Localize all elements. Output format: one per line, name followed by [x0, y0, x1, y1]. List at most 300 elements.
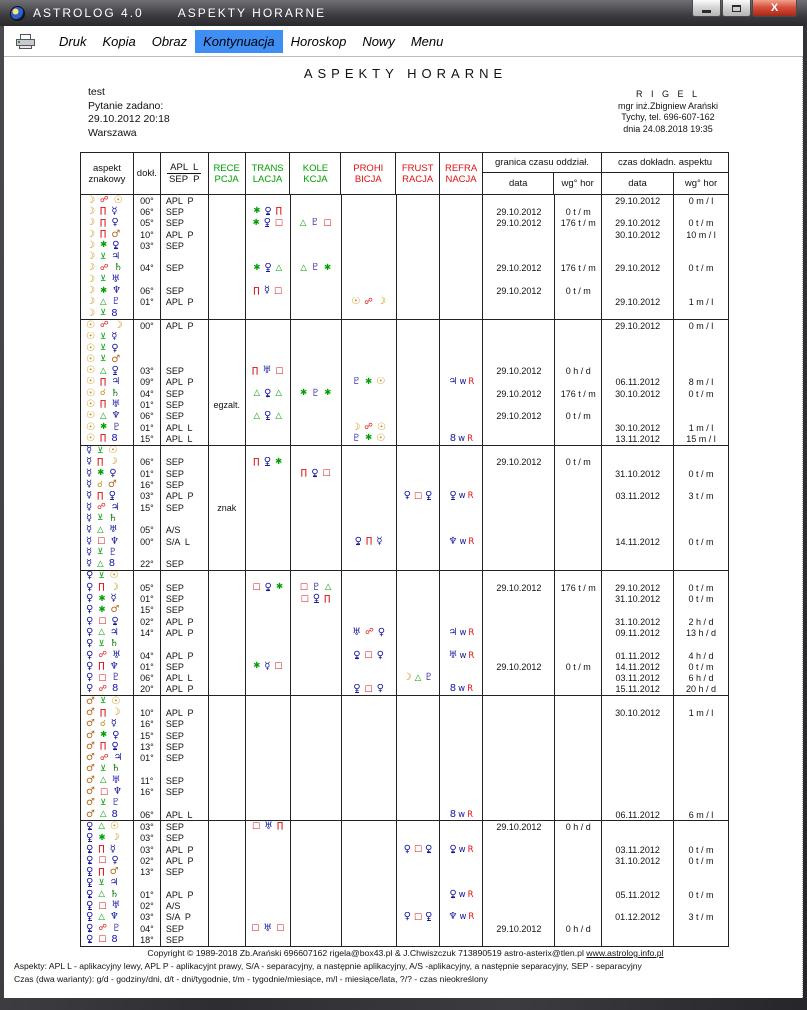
frustracja-symbols — [397, 855, 441, 866]
moon-glyph: ☽ — [86, 195, 95, 206]
aspect-phase: SEP — [161, 468, 209, 479]
recepcja-note — [209, 547, 246, 558]
translacja-symbols — [246, 457, 291, 468]
menu-item-kopia[interactable]: Kopia — [102, 33, 136, 49]
aspect-orb: 06° — [134, 809, 161, 820]
frustracja-symbols — [397, 491, 441, 502]
recepcja-note — [209, 821, 246, 832]
refranacja-symbols — [440, 195, 483, 206]
czas-wg-hor — [674, 719, 728, 730]
prohibicja-symbols — [342, 650, 397, 661]
aspect-phase: APL P — [161, 297, 209, 308]
print-icon[interactable] — [16, 34, 35, 49]
menu-item-nowy[interactable]: Nowy — [362, 33, 395, 49]
sextile-glyph: ✱ — [99, 240, 108, 251]
aspect-symbols — [81, 206, 134, 217]
title-bar — [0, 0, 807, 26]
granica-wg-hor — [555, 343, 602, 354]
aspect-orb: 06° — [134, 206, 161, 217]
sun-glyph: ☉ — [86, 376, 95, 388]
quincunx-glyph: ∏ — [253, 285, 260, 296]
aspect-row — [81, 900, 728, 911]
recepcja-note — [209, 730, 246, 741]
opposition-glyph: ☍ — [99, 262, 109, 273]
czas-data — [602, 446, 674, 457]
kolekcja-symbols — [291, 741, 342, 752]
aspect-row — [81, 889, 728, 900]
minimize-icon — [702, 10, 711, 13]
prohibicja-symbols — [342, 923, 397, 934]
refranacja-symbols — [440, 821, 483, 832]
sun-glyph: ☉ — [111, 696, 121, 707]
semisextile-glyph: ⊻ — [99, 797, 107, 808]
table-body — [81, 195, 728, 946]
czas-data: 29.10.2012 — [602, 582, 674, 593]
aspect-orb: 03° — [134, 844, 161, 855]
czas-wg-hor: 0 t / m — [688, 855, 714, 866]
frustracja-symbols — [397, 878, 441, 889]
aspect-row — [81, 639, 728, 650]
aspect-row — [81, 240, 728, 251]
prohibicja-symbols — [342, 934, 397, 945]
aspect-orb — [134, 878, 161, 889]
quincunx-glyph: ∏ — [365, 536, 373, 547]
czas-wg-hor — [674, 332, 728, 343]
close-button[interactable] — [752, 0, 797, 17]
frustracja-symbols — [397, 912, 441, 923]
prohibicja-symbols — [342, 297, 397, 308]
aspect-orb: 06° — [134, 285, 161, 296]
prohibicja-symbols — [342, 422, 397, 433]
kolekcja-symbols — [291, 639, 342, 650]
square-glyph: □ — [98, 672, 107, 683]
kolekcja-symbols — [291, 889, 342, 900]
aspect-symbols — [81, 661, 134, 672]
granica-data — [483, 867, 555, 878]
refranacja-symbols — [440, 536, 483, 547]
sun-glyph: ☉ — [351, 296, 361, 308]
aspect-symbols — [81, 844, 134, 855]
mercury-glyph: ☿ — [264, 661, 271, 672]
mars-glyph: ♂ — [86, 763, 95, 775]
sextile-glyph: ✱ — [98, 604, 106, 615]
frustracja-symbols — [397, 786, 441, 797]
mercury-glyph: ☿ — [86, 535, 93, 547]
mercury-glyph: ☿ — [86, 479, 93, 491]
prohibicja-symbols — [342, 627, 397, 638]
kolekcja-symbols — [291, 206, 342, 217]
trine-glyph: △ — [98, 911, 105, 922]
prohibicja-symbols — [342, 639, 397, 650]
czas-wg-hor: 13 h / d — [686, 627, 717, 638]
aspect-symbols — [81, 457, 134, 468]
kolekcja-symbols — [291, 923, 342, 934]
czas-data: 29.10.2012 — [602, 263, 674, 274]
trine-glyph: △ — [275, 410, 282, 421]
granica-wg-hor — [555, 730, 602, 741]
frustracja-symbols — [397, 616, 441, 627]
menu-item-menu[interactable]: Menu — [410, 33, 444, 49]
mercury-glyph: ☿ — [111, 206, 118, 217]
translacja-symbols — [246, 240, 291, 251]
czas-data: 05.11.2012 — [602, 889, 674, 900]
aspect-row — [81, 764, 728, 775]
menu-item-obraz[interactable]: Obraz — [151, 33, 188, 49]
czas-wg-hor — [674, 411, 728, 422]
square-glyph: □ — [364, 683, 373, 694]
czas-data: 30.10.2012 — [602, 422, 674, 433]
translacja-symbols — [246, 559, 291, 570]
granica-data — [483, 775, 555, 786]
granica-wg-hor — [555, 274, 602, 285]
col-czas-dokladny: czas dokładn. aspektu data wg° hor — [602, 153, 728, 194]
aspect-orb: 01° — [134, 889, 161, 900]
aspect-row — [81, 605, 728, 616]
moon-glyph: ☽ — [111, 707, 121, 718]
proserpina-glyph: ♀ — [86, 889, 94, 900]
frustracja-symbols — [397, 798, 441, 809]
aspect-symbols — [81, 672, 134, 683]
recepcja-note — [209, 411, 246, 422]
frustracja-symbols — [397, 661, 441, 672]
refranacja-symbols — [440, 753, 483, 764]
aspect-phase: SEP — [161, 741, 209, 752]
aspect-row — [81, 878, 728, 889]
aspect-phase: SEP — [161, 833, 209, 844]
kolekcja-symbols — [291, 491, 342, 502]
aspect-orb: 20° — [134, 684, 161, 695]
refranacja-symbols — [440, 525, 483, 536]
czas-data — [602, 547, 674, 558]
sun-glyph: ☉ — [86, 421, 95, 433]
proserpina-glyph: ♀ — [354, 535, 362, 547]
frustracja-symbols — [397, 274, 441, 285]
moon-glyph: ☽ — [86, 296, 95, 308]
granica-wg-hor — [555, 878, 602, 889]
retrograde-R-glyph: R — [468, 377, 475, 388]
granica-data — [483, 719, 555, 730]
granica-wg-hor — [555, 833, 602, 844]
quincunx-glyph: ∏ — [98, 582, 105, 593]
square-glyph: □ — [252, 582, 261, 593]
aspect-row — [81, 753, 728, 764]
czas-wg-hor: 1 m / l — [688, 708, 714, 718]
granica-wg-hor: 0 t / m — [555, 457, 602, 468]
opposition-glyph: ☍ — [364, 422, 373, 433]
moon-glyph: ☽ — [86, 274, 95, 285]
czas-data — [602, 206, 674, 217]
granica-data — [483, 741, 555, 752]
mercury-glyph: ☿ — [86, 524, 93, 536]
prohibicja-symbols — [342, 559, 397, 570]
aspect-symbols — [81, 878, 134, 889]
frustracja-symbols — [397, 411, 441, 422]
aspect-phase — [161, 251, 209, 262]
czas-wg-hor: 20 h / d — [686, 684, 717, 695]
granica-wg-hor — [555, 571, 602, 582]
kolekcja-symbols — [291, 833, 342, 844]
frustracja-symbols — [397, 433, 441, 444]
frustracja-symbols — [397, 240, 441, 251]
granica-wg-hor — [555, 491, 602, 502]
recepcja-note — [209, 672, 246, 683]
pluto-glyph: ♇ — [311, 388, 321, 399]
aspect-row — [81, 308, 728, 319]
granica-data: 29.10.2012 — [483, 411, 555, 422]
aspect-orb — [134, 798, 161, 809]
frustracja-symbols — [397, 833, 441, 844]
aspect-symbols — [81, 912, 134, 923]
kolekcja-symbols — [291, 365, 342, 376]
prohibicja-symbols — [342, 491, 397, 502]
granica-data: 29.10.2012 — [483, 923, 555, 934]
moon-glyph: ☽ — [86, 228, 95, 240]
uranus-glyph: ♅ — [111, 775, 121, 786]
sextile-glyph: ✱ — [253, 262, 261, 273]
trine-glyph: △ — [99, 809, 107, 820]
kolekcja-symbols — [291, 878, 342, 889]
kolekcja-symbols — [291, 730, 342, 741]
aspect-phase: APL P — [161, 377, 209, 388]
sun-glyph: ☉ — [86, 433, 95, 444]
prohibicja-symbols — [342, 433, 397, 444]
translacja-symbols — [246, 934, 291, 945]
recepcja-note — [209, 889, 246, 900]
frustracja-symbols — [397, 753, 441, 764]
czas-data: 03.11.2012 — [602, 672, 674, 683]
recepcja-note — [209, 446, 246, 457]
aspect-symbols — [81, 308, 134, 319]
aspect-orb: 15° — [134, 730, 161, 741]
aspect-phase: SEP — [161, 559, 209, 570]
kolekcja-symbols — [291, 411, 342, 422]
granica-wg-hor — [555, 696, 602, 707]
czas-wg-hor — [674, 798, 728, 809]
square-glyph: □ — [323, 217, 332, 228]
aspect-orb — [134, 547, 161, 558]
square-glyph: □ — [413, 844, 422, 855]
granica-wg-hor: 0 t / m — [555, 411, 602, 422]
aspect-orb: 03° — [134, 833, 161, 844]
translacja-symbols — [246, 308, 291, 319]
refranacja-symbols — [440, 707, 483, 718]
aspect-group — [81, 195, 728, 319]
granica-data — [483, 900, 555, 911]
frustracja-symbols — [397, 195, 441, 206]
prohibicja-symbols — [342, 468, 397, 479]
semisextile-glyph: ⊻ — [99, 354, 107, 365]
translacja-symbols — [246, 297, 291, 308]
aspect-symbols — [81, 741, 134, 752]
menu-item-druk[interactable]: Druk — [59, 33, 87, 49]
czas-wg-hor: 4 h / d — [688, 650, 714, 661]
mars-glyph: ♂ — [86, 752, 95, 764]
sun-glyph: ☉ — [376, 376, 386, 388]
czas-data: 06.11.2012 — [602, 377, 674, 388]
translacja-symbols — [246, 696, 291, 707]
venus-glyph: ♀ — [112, 729, 120, 741]
prohibicja-symbols — [342, 354, 397, 365]
granica-wg-hor — [555, 297, 602, 308]
frustracja-symbols — [397, 365, 441, 376]
frustracja-symbols — [397, 332, 441, 343]
refranacja-symbols — [440, 696, 483, 707]
translacja-symbols — [246, 775, 291, 786]
refranacja-symbols — [440, 741, 483, 752]
granica-wg-hor — [555, 889, 602, 900]
translacja-symbols — [246, 878, 291, 889]
refranacja-symbols — [440, 844, 483, 855]
recepcja-note: znak — [209, 502, 246, 513]
prohibicja-symbols — [342, 251, 397, 262]
moon-glyph: ☽ — [86, 217, 95, 229]
menu-item-horoskop[interactable]: Horoskop — [290, 33, 347, 49]
semisextile-glyph: ⊻ — [99, 308, 107, 319]
quincunx-glyph: ∏ — [324, 593, 331, 604]
granica-data — [483, 798, 555, 809]
kolekcja-symbols — [291, 855, 342, 866]
granica-wg-hor — [555, 525, 602, 536]
frustracja-symbols — [397, 343, 441, 354]
col-granica-data: data — [483, 173, 554, 194]
frustracja-symbols — [397, 844, 441, 855]
aspect-row — [81, 285, 728, 296]
frustracja-symbols — [397, 206, 441, 217]
granica-data: 29.10.2012 — [483, 206, 555, 217]
frustracja-symbols — [397, 934, 441, 945]
retrograde-w-glyph: w — [459, 627, 467, 638]
czas-data — [602, 639, 674, 650]
translacja-symbols — [246, 844, 291, 855]
aspect-symbols — [81, 263, 134, 274]
refranacja-symbols — [440, 479, 483, 490]
mars-glyph: ♂ — [86, 707, 95, 718]
window-title — [33, 6, 326, 20]
aspect-row — [81, 661, 728, 672]
sextile-glyph: ✱ — [275, 456, 283, 467]
aspect-row — [81, 468, 728, 479]
aspect-symbols — [81, 593, 134, 604]
czas-data — [602, 285, 674, 296]
semisextile-glyph: ⊻ — [99, 696, 107, 707]
jupiter-glyph: ♃ — [111, 251, 121, 263]
saturn-glyph: ♄ — [113, 262, 123, 274]
aspect-symbols — [81, 775, 134, 786]
retrograde-R-glyph: R — [468, 650, 475, 661]
semisextile-glyph: ⊻ — [99, 274, 107, 285]
uranus-glyph: ♅ — [448, 649, 458, 661]
frustracja-symbols — [397, 547, 441, 558]
granica-wg-hor — [555, 684, 602, 695]
prohibicja-symbols — [342, 707, 397, 718]
retrograde-w-glyph: w — [458, 433, 466, 444]
czas-wg-hor: 0 t / m — [688, 582, 714, 593]
aspect-row — [81, 343, 728, 354]
granica-data — [483, 912, 555, 923]
refranacja-symbols — [440, 446, 483, 457]
granica-data: 29.10.2012 — [483, 285, 555, 296]
recepcja-note — [209, 354, 246, 365]
czas-wg-hor — [674, 753, 728, 764]
refranacja-symbols — [440, 547, 483, 558]
menu-item-kontynuacja[interactable]: Kontynuacja — [195, 30, 283, 53]
neptune-glyph: ♆ — [111, 410, 121, 422]
aspect-symbols — [81, 786, 134, 797]
aspect-row — [81, 923, 728, 934]
uranus-glyph: ♅ — [108, 524, 118, 536]
semisextile-glyph: ⊻ — [97, 513, 104, 524]
aspect-phase: SEP — [161, 605, 209, 616]
maximize-button[interactable] — [722, 0, 751, 17]
frustracja-symbols — [397, 399, 441, 410]
kolekcja-symbols — [291, 844, 342, 855]
czas-wg-hor: 15 m / l — [686, 433, 716, 444]
aspect-symbols — [81, 536, 134, 547]
retrograde-R-glyph: R — [468, 536, 475, 547]
aspect-symbols — [81, 707, 134, 718]
aspect-row — [81, 798, 728, 809]
aspect-phase: S/A L — [161, 536, 209, 547]
translacja-symbols — [246, 411, 291, 422]
aspect-phase — [161, 571, 209, 582]
trine-glyph: △ — [275, 262, 283, 273]
minimize-button[interactable] — [692, 0, 721, 17]
venus-glyph: ♀ — [86, 661, 94, 672]
aspect-phase: SEP — [161, 593, 209, 604]
website-link[interactable]: www.astrolog.info.pl — [586, 948, 664, 958]
uranus-glyph: ♅ — [352, 627, 362, 638]
frustracja-symbols — [397, 923, 441, 934]
jupiter-glyph: ♃ — [109, 627, 119, 638]
refranacja-symbols — [440, 582, 483, 593]
aspect-symbols — [81, 730, 134, 741]
recepcja-note — [209, 696, 246, 707]
recepcja-note — [209, 240, 246, 251]
pluto-glyph: ♇ — [352, 376, 361, 388]
prohibicja-symbols — [342, 764, 397, 775]
aspect-phase: APL P — [161, 616, 209, 627]
venus-glyph: ♀ — [403, 490, 411, 502]
aspect-symbols — [81, 297, 134, 308]
granica-wg-hor — [555, 320, 602, 331]
aspect-symbols — [81, 411, 134, 422]
square-glyph: □ — [251, 923, 260, 934]
quincunx-glyph: ∏ — [98, 844, 105, 855]
kolekcja-symbols — [291, 753, 342, 764]
translacja-symbols — [246, 536, 291, 547]
frustracja-symbols — [397, 388, 441, 399]
neptune-glyph: ♆ — [109, 911, 119, 923]
proserpina-glyph: ♀ — [112, 240, 120, 251]
trine-glyph: △ — [299, 217, 307, 228]
aspect-symbols — [81, 900, 134, 911]
proserpina-glyph: ♀ — [86, 923, 94, 934]
semisextile-glyph: ⊻ — [99, 343, 107, 353]
czas-wg-hor: 0 t / m — [688, 536, 714, 547]
frustracja-symbols — [397, 422, 441, 433]
aspect-row — [81, 536, 728, 547]
node-glyph: 8 — [111, 433, 118, 444]
moon-glyph: ☽ — [109, 582, 119, 593]
czas-data: 31.10.2012 — [602, 468, 674, 479]
refranacja-symbols — [440, 513, 483, 524]
square-glyph: □ — [364, 650, 373, 661]
sun-glyph: ☉ — [376, 421, 386, 433]
kolekcja-symbols — [291, 502, 342, 513]
translacja-symbols — [246, 218, 291, 229]
aspect-phase: SEP — [161, 923, 209, 934]
aspect-phase — [161, 547, 209, 558]
